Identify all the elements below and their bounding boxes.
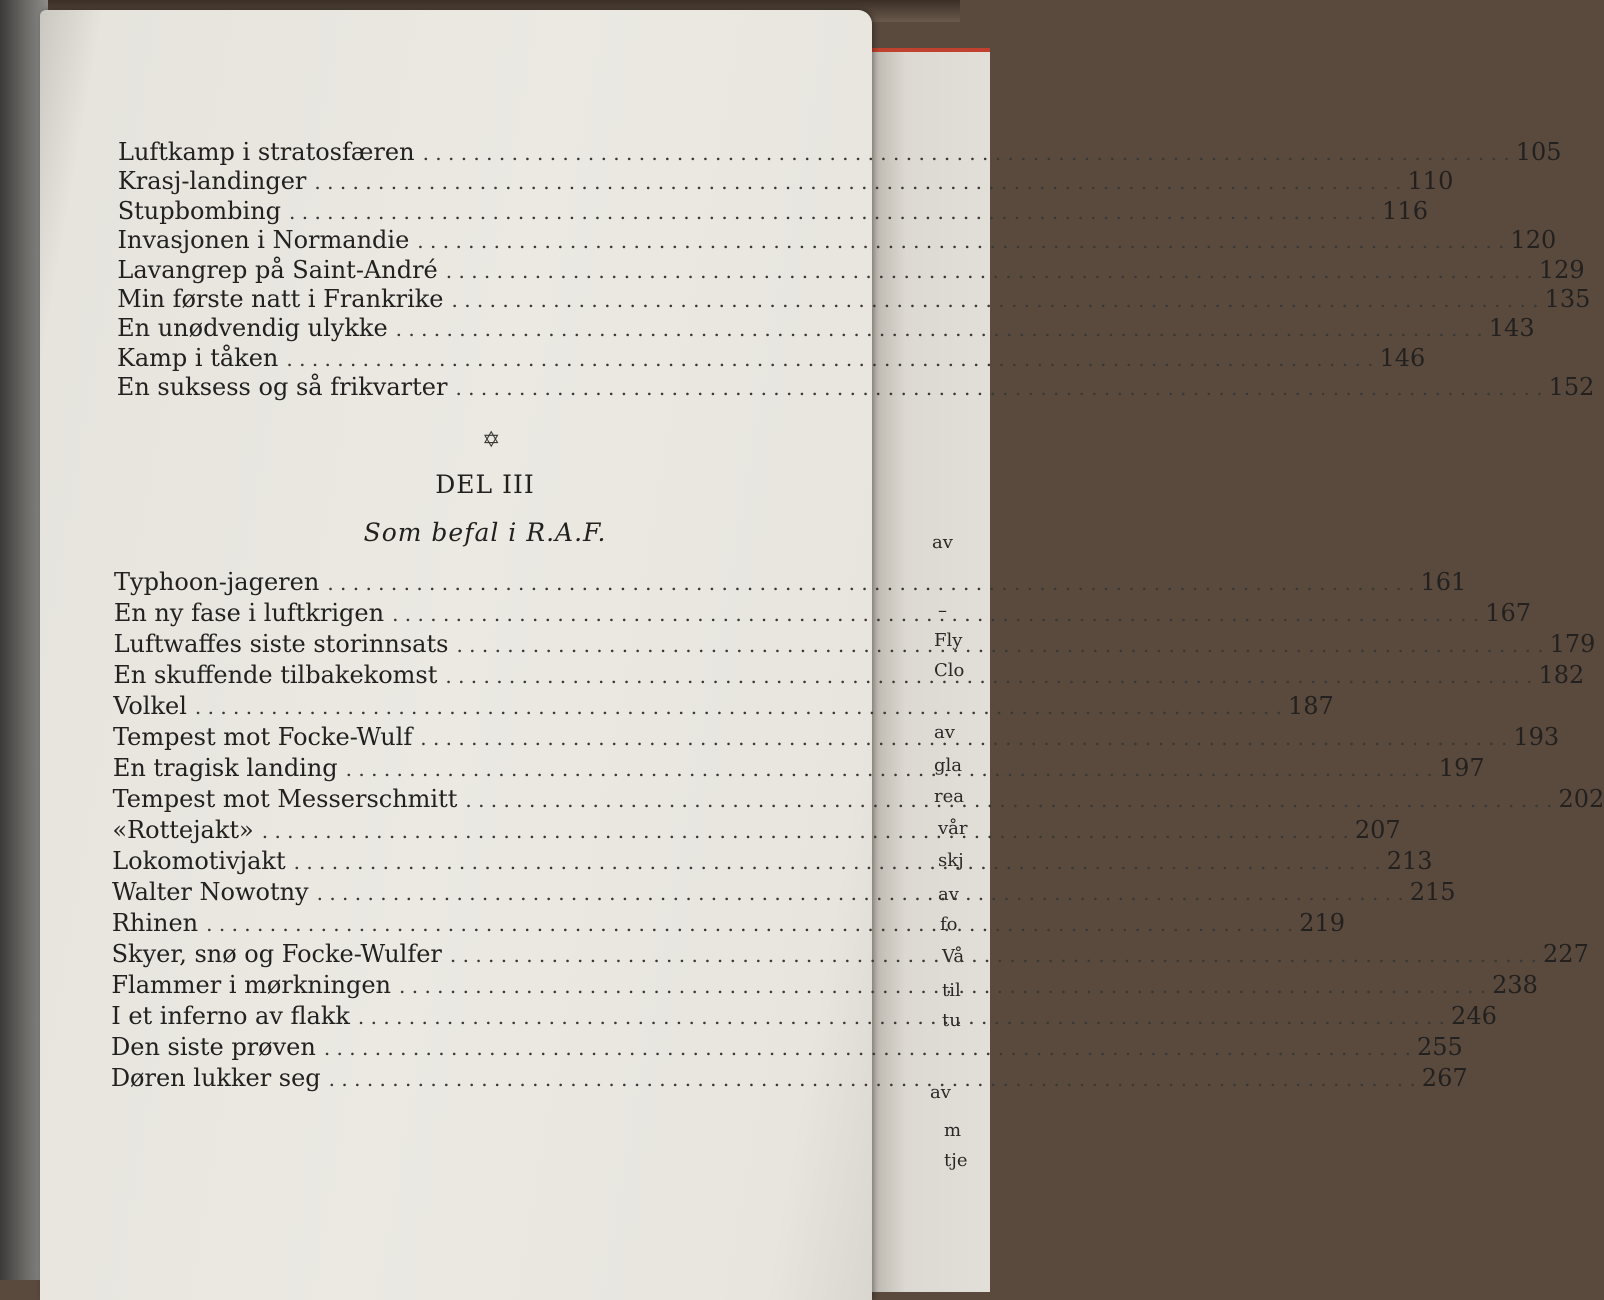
toc-entry-page-number: 238 bbox=[1486, 971, 1538, 999]
toc-entry-page-number: 143 bbox=[1483, 314, 1535, 342]
toc-entry bbox=[111, 971, 868, 999]
dot-leader bbox=[358, 1004, 1445, 1030]
toc-entry-page-number: 187 bbox=[1282, 692, 1334, 720]
toc-entry-title: Krasj-landinger bbox=[118, 167, 315, 195]
toc-entry-title: Flammer i mørkningen bbox=[111, 971, 399, 999]
toc-entry-page-number: 207 bbox=[1349, 816, 1401, 844]
facing-page-text-fragment: av bbox=[934, 722, 955, 743]
toc-entry bbox=[112, 847, 868, 875]
toc-entry bbox=[112, 940, 868, 968]
dot-leader bbox=[314, 169, 1401, 195]
toc-entry-title: Typhoon-jageren bbox=[114, 568, 327, 596]
toc-entry bbox=[112, 878, 868, 906]
toc-entry bbox=[112, 909, 868, 937]
toc-entry-page-number: 193 bbox=[1507, 723, 1559, 751]
toc-entry-title: Lavangrep på Saint-André bbox=[117, 256, 445, 284]
dot-leader bbox=[346, 756, 1433, 782]
dot-leader bbox=[450, 942, 1537, 968]
toc-entry-page-number: 246 bbox=[1445, 1002, 1497, 1030]
facing-page-text-fragment: til bbox=[942, 980, 961, 1001]
toc-entry-title: Døren lukker seg bbox=[111, 1064, 329, 1092]
dot-leader bbox=[317, 880, 1404, 906]
toc-entry bbox=[117, 344, 852, 372]
toc-entry bbox=[113, 723, 868, 751]
facing-page-text-fragment: fo bbox=[940, 914, 958, 935]
part-heading: DEL III bbox=[0, 470, 960, 499]
dot-leader bbox=[445, 663, 1532, 689]
part-subtitle: Som befal i R.A.F. bbox=[0, 518, 970, 547]
facing-page-text-fragment: m bbox=[944, 1120, 961, 1141]
toc-entry bbox=[113, 661, 868, 689]
dot-leader bbox=[423, 140, 1510, 166]
toc-entry-title: Kamp i tåken bbox=[117, 344, 286, 372]
facing-page-text-fragment: Fly bbox=[934, 630, 962, 651]
facing-page-text-fragment: Vå bbox=[942, 946, 964, 967]
toc-entry bbox=[113, 692, 868, 720]
toc-entry bbox=[112, 816, 868, 844]
dot-leader bbox=[262, 818, 1349, 844]
facing-page-text-fragment: – bbox=[938, 600, 947, 621]
facing-page-text-fragment: Clo bbox=[934, 660, 964, 681]
toc-entry-page-number: 219 bbox=[1293, 909, 1345, 937]
dot-leader bbox=[420, 725, 1507, 751]
facing-page-text-fragment: skj bbox=[938, 850, 964, 871]
facing-page-text-fragment: av bbox=[932, 532, 953, 553]
dot-leader bbox=[456, 632, 1543, 658]
toc-entry bbox=[117, 256, 852, 284]
toc-entry-page-number: 152 bbox=[1543, 373, 1595, 401]
toc-entry-title: «Rottejakt» bbox=[112, 816, 261, 844]
toc-entry-page-number: 179 bbox=[1544, 630, 1596, 658]
toc-entry-title: Skyer, snø og Focke-Wulfer bbox=[112, 940, 450, 968]
toc-entry bbox=[118, 197, 852, 225]
facing-page-text-fragment: tje bbox=[944, 1150, 967, 1171]
toc-entry-title: Den siste prøven bbox=[111, 1033, 324, 1061]
toc-entry-title: Volkel bbox=[113, 692, 195, 720]
toc-entry-page-number: 182 bbox=[1532, 661, 1584, 689]
toc-entry-title: Rhinen bbox=[112, 909, 206, 937]
toc-entry bbox=[111, 1002, 868, 1030]
dot-leader bbox=[396, 316, 1483, 342]
facing-page-text-fragment: av bbox=[930, 1082, 951, 1103]
toc-entry-title: Luftkamp i stratosfæren bbox=[118, 138, 423, 166]
dot-leader bbox=[455, 375, 1542, 401]
toc-entry-page-number: 135 bbox=[1539, 285, 1591, 313]
dot-leader bbox=[195, 694, 1282, 720]
dot-leader bbox=[289, 199, 1376, 225]
dot-leader bbox=[327, 570, 1414, 596]
dot-leader bbox=[452, 287, 1539, 313]
toc-entry-title: Stupbombing bbox=[118, 197, 289, 225]
toc-entry-title: En ny fase i luftkrigen bbox=[114, 599, 392, 627]
toc-entry-title: I et inferno av flakk bbox=[111, 1002, 358, 1030]
toc-entry-title: Luftwaffes siste storinnsats bbox=[114, 630, 457, 658]
toc-entry-page-number: 167 bbox=[1479, 599, 1531, 627]
toc-entry bbox=[111, 1064, 868, 1092]
dot-leader bbox=[399, 973, 1486, 999]
dot-leader bbox=[392, 601, 1479, 627]
toc-entry-title: En tragisk landing bbox=[113, 754, 346, 782]
dot-leader bbox=[329, 1066, 1416, 1092]
toc-entry bbox=[113, 785, 868, 813]
toc-entry-page-number: 215 bbox=[1404, 878, 1456, 906]
toc-entry bbox=[118, 138, 852, 166]
toc-entry bbox=[117, 285, 852, 313]
toc-entry bbox=[113, 754, 868, 782]
toc-entry-title: Lokomotivjakt bbox=[112, 847, 293, 875]
dot-leader bbox=[206, 911, 1293, 937]
toc-entry-title: En suksess og så frikvarter bbox=[117, 373, 456, 401]
toc-entry bbox=[117, 373, 852, 401]
toc-entry-page-number: 202 bbox=[1553, 785, 1604, 813]
facing-page-text-fragment: vår bbox=[938, 818, 968, 839]
dot-leader bbox=[286, 346, 1373, 372]
toc-entry-page-number: 255 bbox=[1411, 1033, 1463, 1061]
toc-entry-title: Walter Nowotny bbox=[112, 878, 317, 906]
toc-entry-page-number: 146 bbox=[1374, 344, 1426, 372]
toc-entry bbox=[118, 167, 852, 195]
dot-leader bbox=[465, 787, 1552, 813]
toc-entry-title: Tempest mot Focke-Wulf bbox=[113, 723, 420, 751]
toc-entry-page-number: 197 bbox=[1433, 754, 1485, 782]
toc-entry-page-number: 116 bbox=[1376, 197, 1428, 225]
toc-entry-page-number: 161 bbox=[1414, 568, 1466, 596]
facing-page-text-fragment: tu bbox=[942, 1010, 961, 1031]
dot-leader bbox=[446, 258, 1533, 284]
toc-entry-page-number: 213 bbox=[1381, 847, 1433, 875]
toc-entry bbox=[111, 1033, 868, 1061]
dot-leader bbox=[324, 1035, 1411, 1061]
toc-entry bbox=[114, 630, 868, 658]
toc-entry-title: Tempest mot Messerschmitt bbox=[113, 785, 466, 813]
toc-entry-title: Min første natt i Frankrike bbox=[117, 285, 451, 313]
toc-entry bbox=[117, 314, 852, 342]
facing-page-text-fragment: gla bbox=[934, 755, 962, 776]
facing-page-text-fragment: av bbox=[938, 884, 959, 905]
toc-entry-title: En skuffende tilbakekomst bbox=[113, 661, 445, 689]
toc-entry-page-number: 120 bbox=[1504, 226, 1556, 254]
toc-entry-page-number: 110 bbox=[1402, 167, 1454, 195]
toc-entry bbox=[118, 226, 852, 254]
toc-entry bbox=[114, 568, 868, 596]
dot-leader bbox=[294, 849, 1381, 875]
toc-entry-page-number: 129 bbox=[1533, 256, 1585, 284]
toc-entry-title: En unødvendig ulykke bbox=[117, 314, 396, 342]
dot-leader bbox=[417, 228, 1504, 254]
toc-entry-page-number: 105 bbox=[1510, 138, 1562, 166]
toc-entry-page-number: 267 bbox=[1416, 1064, 1468, 1092]
toc-entry-title: Invasjonen i Normandie bbox=[118, 226, 418, 254]
toc-entry-page-number: 227 bbox=[1537, 940, 1589, 968]
toc-entry bbox=[114, 599, 868, 627]
facing-page-text-fragment: rea bbox=[934, 786, 964, 807]
star-ornament: ✡ bbox=[482, 428, 500, 453]
